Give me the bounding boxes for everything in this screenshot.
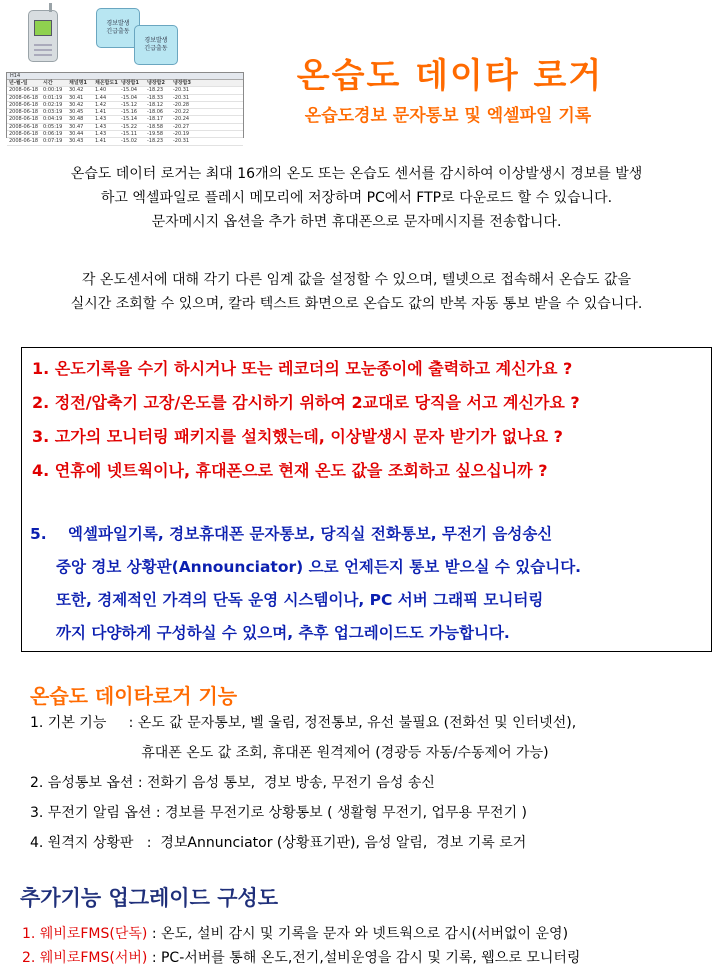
sheet-cell: 2008-06-18	[9, 101, 39, 108]
sheet-cell: 30.47	[69, 123, 84, 130]
sheet-cell: 0:04:19	[43, 116, 63, 123]
phone-illustration	[28, 10, 58, 62]
card-line: 긴급출동	[106, 28, 130, 35]
sheet-cell: -15.16	[121, 109, 138, 116]
sheet-cell: -15.04	[121, 94, 138, 101]
sheet-header-row	[7, 80, 243, 87]
sheet-cell: 30.44	[69, 131, 84, 138]
sheet-header-cell: 채널명1	[69, 80, 87, 86]
sheet-cell: 30.42	[69, 87, 84, 94]
sheet-cell: -18.06	[147, 109, 164, 116]
sheet-cell: 1.43	[95, 116, 107, 123]
intro-line: 각 온도센서에 대해 각기 다른 임계 값을 설정할 수 있으며, 텔넷으로 접속해서 온습도 값을	[81, 272, 632, 288]
feature-item: 2. 음성통보 옵션 : 전화기 음성 통보, 경보 방송, 무전기 음성 송신	[30, 775, 435, 791]
sheet-cell: -20.31	[173, 87, 190, 94]
sheet-cell: -20.27	[173, 123, 190, 130]
sheet-header-cell: 년-월-일	[9, 80, 28, 86]
point5-line: 중앙 경보 상황판(Announciator) 으로 언제든지 통보 받으실 수 있습니다.	[56, 558, 582, 576]
question-item: 3. 고가의 모니터링 패키지를 설치했는데, 이상발생시 문자 받기가 없나요 ?	[32, 427, 563, 446]
sheet-cell: -20.31	[173, 94, 190, 101]
sheet-row	[7, 95, 243, 102]
sheet-cell: 2008-06-18	[9, 116, 39, 123]
sheet-cell: -15.12	[121, 101, 138, 108]
sheet-cell: 0:05:19	[43, 123, 63, 130]
intro-paragraph	[0, 162, 713, 234]
sheet-cell: 0:01:19	[43, 94, 63, 101]
features-heading: 온습도 데이타로거 기능	[30, 684, 238, 708]
point5-line: 또한, 경제적인 가격의 단독 운영 시스템이나, PC 서버 그래픽 모니터링	[56, 591, 544, 609]
intro-line: 하고 엑셀파일로 플레시 메모리에 저장하며 PC에서 FTP로 다운로드 할 수 있습니다.	[100, 190, 613, 206]
sheet-row	[7, 131, 243, 138]
sheet-cell: -19.58	[147, 131, 164, 138]
feature-item: 3. 무전기 알림 옵션 : 경보를 무전기로 상황통보 ( 생활형 무전기, 업무용 무전기 )	[30, 805, 528, 821]
point5-line: 엑셀파일기록, 경보휴대폰 문자통보, 당직실 전화통보, 무전기 음성송신	[68, 525, 553, 543]
page-title: 온습도 데이타 로거	[296, 56, 604, 96]
sheet-cell: 0:00:19	[43, 87, 63, 94]
upgrade-text: : 온도, 설비 감시 및 기록을 문자 와 넷트웍으로 감시(서버없이 운영)	[147, 926, 569, 942]
sheet-cell: -18.23	[147, 87, 164, 94]
sheet-cell: 30.48	[69, 116, 84, 123]
sheet-cell: 1.44	[95, 94, 107, 101]
sheet-cell: -18.58	[147, 123, 164, 130]
sheet-cell: 30.41	[69, 94, 84, 101]
sheet-cell: 0:03:19	[43, 109, 63, 116]
upgrade-label: 2. 웨비로FMS(서버)	[22, 950, 148, 966]
sheet-cell: 2008-06-18	[9, 131, 39, 138]
sheet-cell: -20.28	[173, 101, 190, 108]
sheet-row	[7, 138, 243, 145]
upgrade-item	[22, 922, 580, 946]
intro-line: 실시간 조회할 수 있으며, 칼라 텍스트 화면으로 온습도 값의 반복 자동 통보 받을 수 있습니다.	[70, 296, 643, 312]
sheet-cell: 2008-06-18	[9, 138, 39, 145]
sheet-cell: -18.12	[147, 101, 164, 108]
sheet-header-cell: 냉장합2	[147, 80, 165, 86]
sheet-row	[7, 102, 243, 109]
sheet-cell: 1.43	[95, 123, 107, 130]
alert-card-icon	[134, 25, 178, 65]
card-line: 경보발생	[144, 37, 168, 44]
question-item: 1. 온도기록을 수기 하시거나 또는 레코더의 모눈종이에 출력하고 계신가요 ?	[32, 359, 573, 378]
upgrade-heading: 추가기능 업그레이드 구성도	[20, 886, 279, 910]
sheet-row	[7, 116, 243, 123]
intro-line: 온습도 데이터 로거는 최대 16개의 온도 또는 온습도 센서를 감시하여 이상발생시 경보를 발생	[70, 166, 643, 182]
sheet-cell: 2008-06-18	[9, 87, 39, 94]
feature-item: 4. 원격지 상황판 : 경보Annunciator (상황표기판), 음성 알림, 경보 기록 로거	[30, 835, 527, 851]
sheet-cell: 1.40	[95, 87, 107, 94]
sheet-cell: -15.04	[121, 87, 138, 94]
sheet-cell: 1.43	[95, 131, 107, 138]
upgrade-list	[22, 922, 580, 970]
upgrade-text: : PC-서버를 통해 온도,전기,설비운영을 감시 및 기록, 웹으로 모니터링	[147, 950, 581, 966]
sheet-cell: -20.19	[173, 131, 190, 138]
sheet-cell: -15.14	[121, 116, 138, 123]
sheet-row	[7, 109, 243, 116]
upgrade-item	[22, 946, 580, 970]
sheet-header-cell: 채온합도1	[95, 80, 118, 86]
sheet-cell: 30.43	[69, 138, 84, 145]
sheet-header-cell: 시간	[43, 80, 53, 86]
sheet-cell: 2008-06-18	[9, 109, 39, 116]
sheet-cell: -20.24	[173, 116, 190, 123]
sheet-cell: -18.17	[147, 116, 164, 123]
sheet-cell: 0:07:19	[43, 138, 63, 145]
feature-item: 1. 기본 기능 : 온도 값 문자통보, 벨 울림, 정전통보, 유선 불필요 (전화선 및 인터넷선),	[30, 715, 577, 731]
sheet-cell: -20.31	[173, 138, 190, 145]
feature-list	[30, 708, 576, 858]
feature-item: 휴대폰 온도 값 조회, 휴대폰 원격제어 (경광등 자동/수동제어 가능)	[30, 745, 549, 761]
question-item: 2. 정전/압축기 고장/온도를 감시하기 위하여 2교대로 당직을 서고 계신가요 ?	[32, 393, 580, 412]
card-line: 경보발생	[106, 20, 130, 27]
sheet-cell: 1.41	[95, 138, 107, 145]
sheet-cell: -15.11	[121, 131, 138, 138]
sheet-header-cell: 냉장합1	[121, 80, 139, 86]
sheet-body	[7, 87, 243, 145]
sheet-cell: 0:02:19	[43, 101, 63, 108]
point5-line: 까지 다양하게 구성하실 수 있으며, 추후 업그레이드도 가능합니다.	[56, 624, 510, 642]
sheet-cell: -20.22	[173, 109, 190, 116]
question-item: 4. 연휴에 넷트웍이나, 휴대폰으로 현재 온도 값을 조회하고 싶으십니까 ?	[32, 461, 548, 480]
intro-paragraph-2	[0, 268, 713, 316]
sheet-header-cell: 냉장합3	[173, 80, 191, 86]
sheet-cell: 1.42	[95, 101, 107, 108]
sheet-cell: -18.23	[147, 138, 164, 145]
sheet-cell: -18.33	[147, 94, 164, 101]
sheet-cell: 0:06:19	[43, 131, 63, 138]
sheet-cell: 2008-06-18	[9, 94, 39, 101]
sheet-cell: -15.22	[121, 123, 138, 130]
sheet-row	[7, 124, 243, 131]
sheet-cell: 1.41	[95, 109, 107, 116]
sheet-cell-ref: H14	[7, 73, 243, 80]
sheet-cell: 30.42	[69, 101, 84, 108]
card-line: 긴급출동	[144, 45, 168, 52]
page-subtitle: 온습도경보 문자통보 및 엑셀파일 기록	[304, 106, 592, 126]
upgrade-label: 1. 웨비로FMS(단독)	[22, 926, 148, 942]
sheet-cell: 30.45	[69, 109, 84, 116]
sheet-cell: 2008-06-18	[9, 123, 39, 130]
point5-number: 5.	[30, 525, 47, 543]
question-box	[21, 347, 712, 652]
sheet-row	[7, 87, 243, 94]
intro-line: 문자메시지 옵션을 추가 하면 휴대폰으로 문자메시지를 전송합니다.	[151, 214, 562, 230]
spreadsheet-thumbnail	[6, 72, 244, 145]
sheet-cell: -15.02	[121, 138, 138, 145]
